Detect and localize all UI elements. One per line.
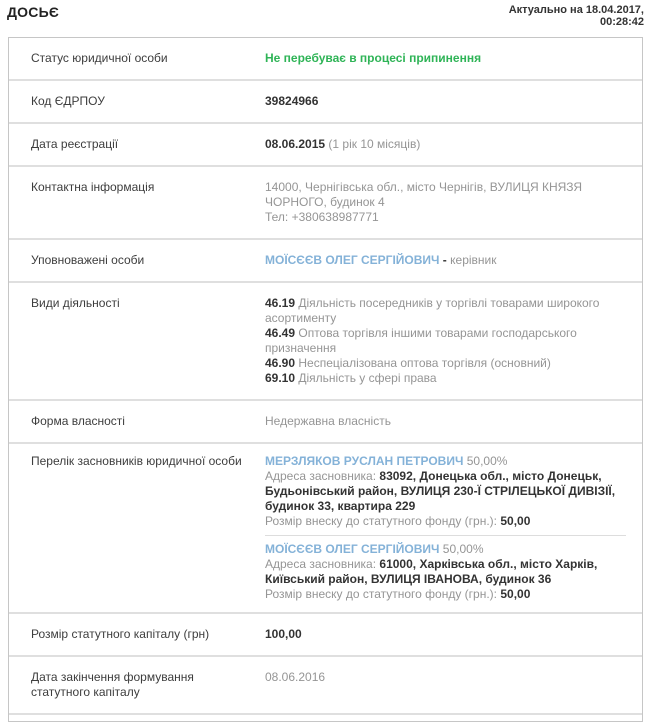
founder-address: 61000, Харківська обл., місто Харків, Київський район, ВУЛИЦЯ ІВАНОВА, будинок 36 [265, 557, 598, 586]
contact-address: 14000, Чернігівська обл., місто Чернігів, ВУЛИЦЯ КНЯЗЯ ЧОРНОГО, будинок 4 [265, 180, 583, 209]
status-value: Не перебуває в процесі припинення [265, 51, 482, 65]
activity-code: 69.10 [265, 371, 296, 385]
founder-item [265, 542, 626, 602]
status-label: Статус юридичної особи [31, 51, 168, 65]
statutory-capital-label: Розмір статутного капіталу (грн) [31, 627, 210, 641]
founder-name-line [265, 454, 626, 469]
activity-code: 46.19 [265, 296, 296, 310]
capital-formation-end-value: 08.06.2016 [265, 670, 326, 684]
registration-date-value: 08.06.2015 [265, 137, 326, 151]
founder-fee: 50,00 [500, 514, 531, 528]
founder-address-line [265, 557, 626, 587]
activity-code: 46.90 [265, 356, 296, 370]
officer-role: керівник [450, 253, 497, 267]
contact-info-label: Контактна інформація [31, 180, 155, 194]
updated-timestamp [509, 4, 644, 28]
founder-person-link[interactable]: МЕРЗЛЯКОВ РУСЛАН ПЕТРОВИЧ [265, 454, 464, 468]
ownership-form-value: Недержавна власність [265, 414, 391, 428]
activities-label: Види діяльності [31, 296, 120, 310]
row-contact-info [9, 165, 642, 238]
activity-item [265, 371, 626, 386]
row-capital-formation-end [9, 655, 642, 713]
row-ownership-form [9, 399, 642, 442]
page-title: ДОСЬЄ [7, 4, 59, 20]
row-activities [9, 281, 642, 399]
founder-address: 83092, Донецька обл., місто Донецьк, Будьонівський район, ВУЛИЦЯ 230-Ї СТРІЛЕЦЬКОЇ ДИВІЗІЇ, будинок 33, квартира 229 [265, 469, 616, 513]
activity-item [265, 296, 626, 326]
founder-address-line [265, 469, 626, 514]
founder-address-label: Адреса засновника: [265, 557, 380, 571]
row-founders [9, 442, 642, 612]
ownership-form-label: Форма власності [31, 414, 125, 428]
founder-fee-line [265, 587, 626, 602]
officer-separator: - [439, 253, 451, 267]
activity-text: Діяльність посередників у торгівлі товарами широкого асортименту [265, 296, 600, 325]
row-next-cutoff [9, 713, 642, 721]
activity-item [265, 326, 626, 356]
founder-fee-line [265, 514, 626, 529]
updated-time: 00:28:42 [599, 16, 644, 28]
edrpou-value: 39824966 [265, 94, 319, 108]
founder-fee-label: Розмір внеску до статутного фонду (грн.): [265, 514, 501, 528]
founder-divider [265, 535, 626, 536]
row-statutory-capital [9, 612, 642, 655]
founder-share: 50,00% [463, 454, 508, 468]
founder-address-label: Адреса засновника: [265, 469, 380, 483]
founder-fee-label: Розмір внеску до статутного фонду (грн.): [265, 587, 501, 601]
capital-formation-end-label: Дата закінчення формування статутного капіталу [31, 670, 194, 699]
activity-code: 46.49 [265, 326, 296, 340]
registration-date-label: Дата реєстрації [31, 137, 119, 151]
activity-text: Оптова торгівля іншими товарами господарського призначення [265, 326, 577, 355]
founder-item [265, 454, 626, 529]
founder-person-link[interactable]: МОЇСЄЄВ ОЛЕГ СЕРГІЙОВИЧ [265, 542, 440, 556]
activity-item [265, 356, 626, 371]
officers-label: Уповноважені особи [31, 253, 145, 267]
page-header [0, 0, 651, 28]
row-edrpou [9, 79, 642, 122]
officer-person-link[interactable]: МОЇСЄЄВ ОЛЕГ СЕРГІЙОВИЧ [265, 253, 440, 267]
updated-date: Актуально на 18.04.2017, [508, 4, 644, 16]
registration-age-note: (1 рік 10 місяців) [328, 137, 421, 151]
row-officers [9, 238, 642, 281]
founder-share: 50,00% [439, 542, 484, 556]
activity-text: Неспеціалізована оптова торгівля (основний) [295, 356, 551, 370]
contact-phone: Тел: +380638987771 [265, 210, 379, 224]
dossier-table [8, 37, 643, 722]
row-status [9, 38, 642, 79]
founder-name-line [265, 542, 626, 557]
founders-label: Перелік засновників юридичної особи [31, 454, 242, 468]
row-registration-date [9, 122, 642, 165]
founder-fee: 50,00 [500, 587, 531, 601]
edrpou-label: Код ЄДРПОУ [31, 94, 105, 108]
activity-text: Діяльність у сфері права [295, 371, 437, 385]
statutory-capital-value: 100,00 [265, 627, 302, 641]
